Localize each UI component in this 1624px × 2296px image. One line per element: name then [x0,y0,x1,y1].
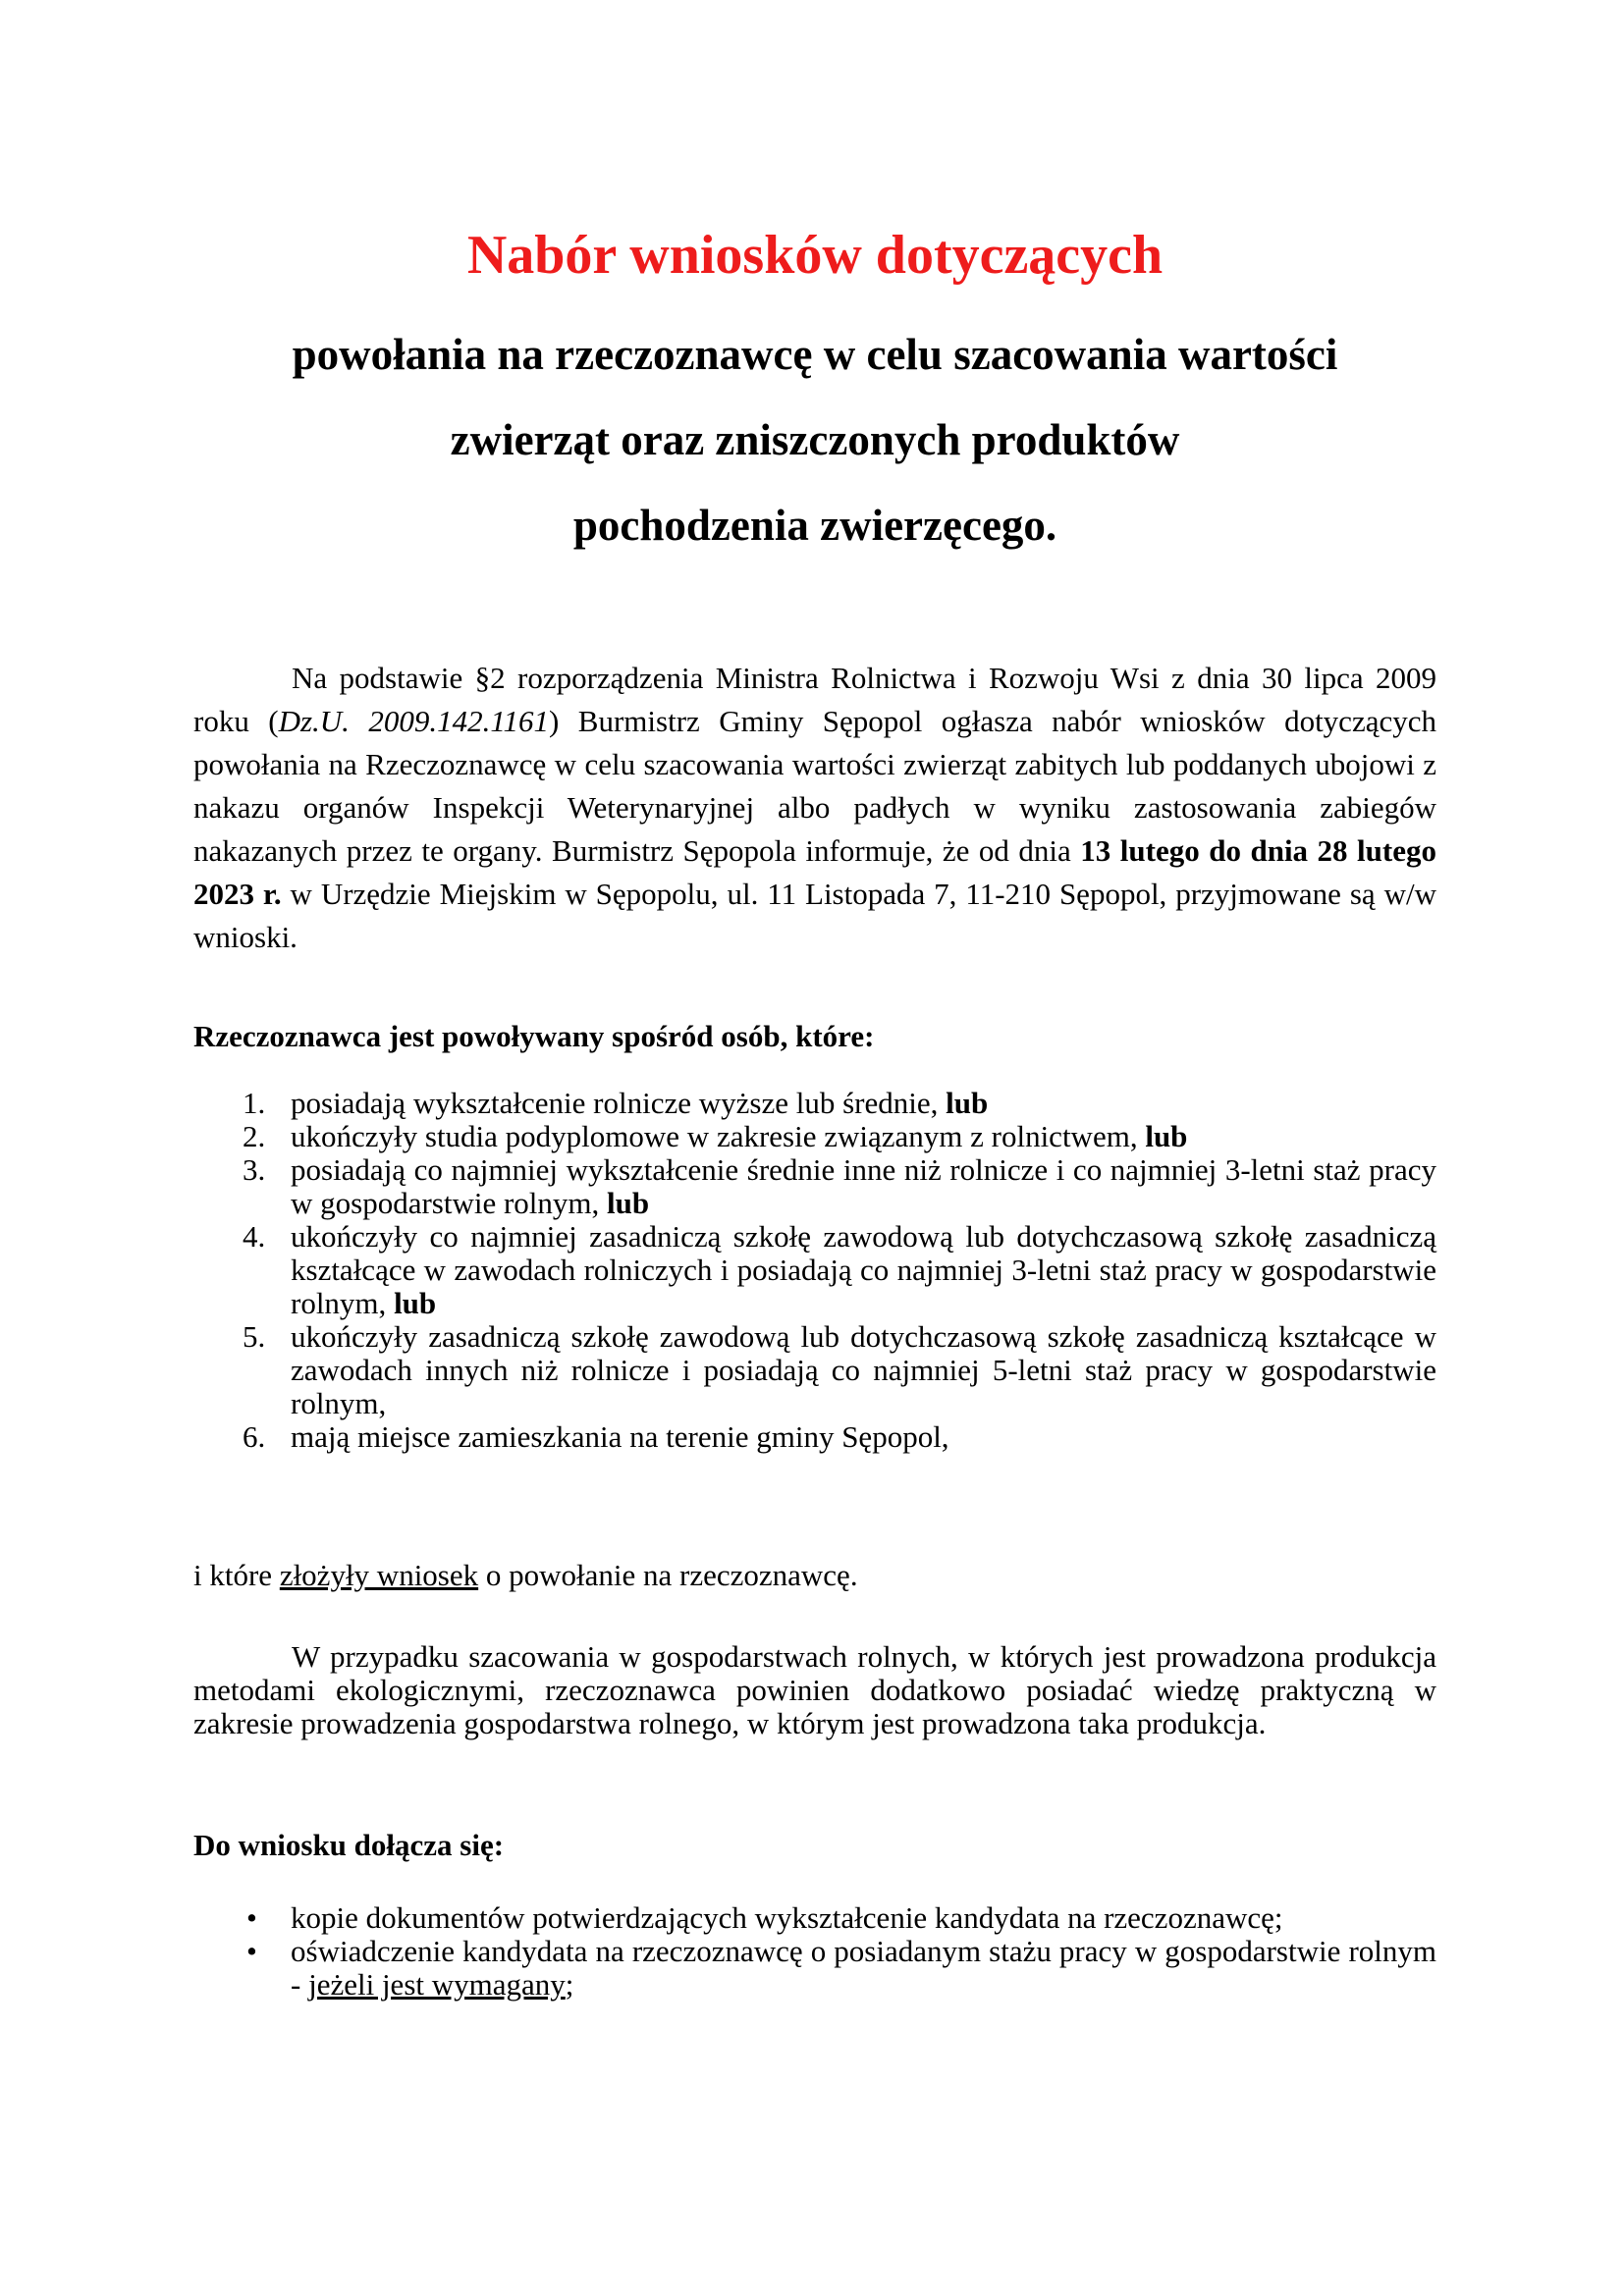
list-item: 5. ukończyły zasadniczą szkołę zawodową lub dotychczasową szkołę zasadniczą kształcące w zawodach innych niż rolnicze i posiadają co najmniej 5-letni staż pracy w gospodarstwie rolnym, [243,1319,1436,1420]
subtitle-line: pochodzenia zwierzęcego. [572,501,1057,550]
legal-citation: Dz.U. 2009.142.1161 [278,704,550,738]
application-dates: 13 lutego do dnia 28 lutego 2023 r. [193,833,1436,911]
intro-text: ) Burmistrz Gminy Sępopol ogłasza nabór wniosków dotyczących powołania na Rzeczoznawcę w celu szacowania wartości zwierząt zabitych lub poddanych ubojowi z nakazu organów Inspekcji Weterynaryjnej albo padłych w wyniku zastosowania zabiegów nakazanych przez te organy. Burmistrz Sępopola informuje, że od dnia [193,704,1436,868]
list-item: 4. ukończyły co najmniej zasadniczą szkołę zawodową lub dotychczasową szkołę zasadniczą kształcące w zawodach rolniczych i posiadają co najmniej 3-letni staż pracy w gospodarstwie rolnym, lub [243,1219,1436,1320]
list-number: 5. [243,1319,266,1354]
bullet-icon: • [246,1900,257,1935]
list-item: • oświadczenie kandydata na rzeczoznawcę o posiadanym stażu pracy w gospodarstwie rolnym - jeżeli jest wymagany; [246,1934,1436,2002]
list-item: 2. ukończyły studia podyplomowe w zakresie związanym z rolnictwem, lub [243,1119,1188,1153]
subtitle-line: powołania na rzeczoznawcę w celu szacowania wartości [292,330,1338,379]
list-number: 6. [243,1419,266,1454]
list-number: 4. [243,1219,266,1254]
ecological-paragraph: W przypadku szacowania w gospodarstwach rolnych, w których jest prowadzona produkcja metodami ekologicznymi, rzeczoznawca powinien dodatkowo posiadać wiedzę praktyczną w zakresie prowadzenia gospodarstwa rolnego, w którym jest prowadzona taka produkcja. [193,1639,1436,1740]
underlined-phrase: jeżeli jest wymagany [308,1967,566,2002]
list-item: 3. posiadają co najmniej wykształcenie średnie inne niż rolnicze i co najmniej 3-letni staż pracy w gospodarstwie rolnym, lub [243,1152,1436,1220]
list-item: 6. mają miejsce zamieszkania na terenie gminy Sępopol, [243,1419,949,1454]
criteria-heading: Rzeczoznawca jest powoływany spośród osób, które: [193,1019,875,1053]
list-number: 1. [243,1086,266,1120]
intro-text: Na podstawie §2 rozporządzenia Ministra Rolnictwa i Rozwoju Wsi z dnia 30 lipca 2009 roku ( [193,661,1436,738]
list-number: 2. [243,1119,266,1153]
subtitle-line: zwierząt oraz zniszczonych produktów [450,415,1180,464]
list-number: 3. [243,1152,266,1187]
intro-paragraph [193,657,1436,959]
criteria-list [193,1087,1436,1454]
page-subtitle [193,312,1436,568]
intro-text: w Urzędzie Miejskim w Sępopolu, ul. 11 Listopada 7, 11-210 Sępopol, przyjmowane są w/w wnioski. [193,877,1436,954]
list-item: • kopie dokumentów potwierdzających wykształcenie kandydata na rzeczoznawcę; [246,1900,1283,1935]
page-title: Nabór wniosków dotyczących [466,225,1164,286]
list-item: 1. posiadają wykształcenie rolnicze wyższe lub średnie, lub [243,1086,989,1120]
attachments-list [193,1901,1436,2002]
underlined-phrase: złożyły wniosek [279,1558,479,1592]
bullet-icon: • [246,1934,257,1968]
closing-sentence: i które złożyły wniosek o powołanie na rzeczoznawcę. [193,1558,858,1592]
attachments-heading: Do wniosku dołącza się: [193,1828,505,1862]
